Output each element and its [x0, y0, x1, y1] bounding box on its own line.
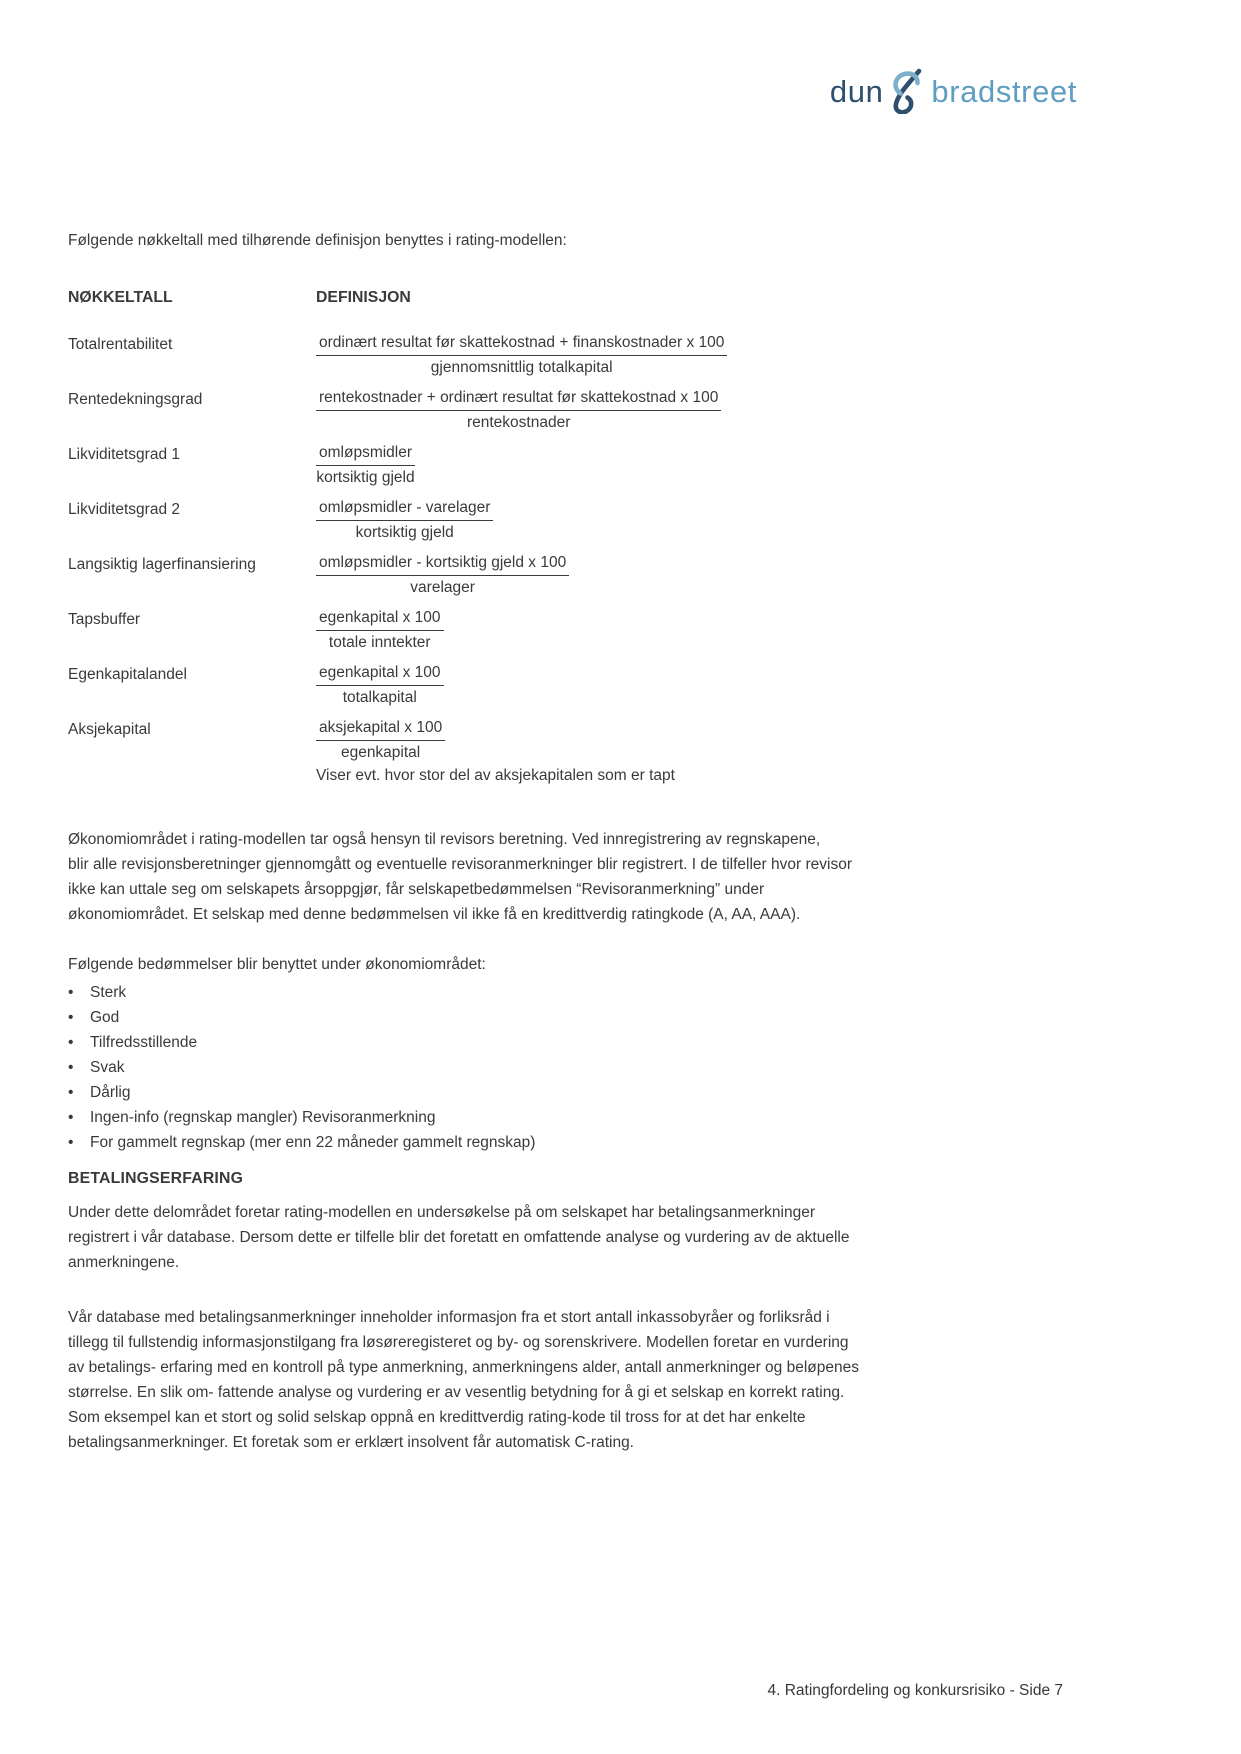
ratio-label: Aksjekapital [68, 721, 151, 738]
list-item [68, 1130, 535, 1155]
formula-fraction [316, 497, 493, 544]
formula-numerator: egenkapital x 100 [316, 662, 444, 686]
formula-denominator: rentekostnader [466, 414, 571, 431]
ampersand-icon [888, 68, 928, 114]
formula-denominator: kortsiktig gjeld [355, 524, 454, 541]
formula-denominator: kortsiktig gjeld [316, 469, 415, 486]
ratio-label: Langsiktig lagerfinansiering [68, 556, 256, 573]
bullet-icon: • [68, 1009, 74, 1026]
formula-fraction [316, 387, 721, 434]
paragraph-betalingserfaring-2 [68, 1305, 859, 1455]
list-item-label: Svak [90, 1059, 125, 1076]
ratio-definition [316, 442, 727, 489]
bedommelser-list-intro: Følgende bedømmelser blir benyttet under økonomiområdet: [68, 956, 486, 973]
bedommelser-list [68, 980, 535, 1155]
ratio-definition [316, 552, 727, 599]
paragraph-line: økonomiområdet. Et selskap med denne bedømmelsen vil ikke få en kredittverdig ratingkode (A, AA, AAA). [68, 906, 801, 923]
intro-text: Følgende nøkkeltall med tilhørende definisjon benyttes i rating-modellen: [68, 232, 567, 249]
formula-numerator: omløpsmidler - varelager [316, 497, 493, 521]
list-item [68, 980, 535, 1005]
ratio-definition [316, 662, 727, 709]
bullet-icon: • [68, 1084, 74, 1101]
paragraph-line: anmerkningene. [68, 1254, 180, 1271]
formula-denominator: totalkapital [342, 689, 417, 706]
formula-numerator: ordinært resultat før skattekostnad + finanskostnader x 100 [316, 332, 727, 356]
formula-fraction [316, 552, 569, 599]
list-item [68, 1005, 535, 1030]
section-heading-betalingserfaring: BETALINGSERFARING [68, 1170, 244, 1187]
bullet-icon: • [68, 984, 74, 1001]
ratio-definition [316, 497, 727, 544]
aksjekapital-note: Viser evt. hvor stor del av aksjekapitalen som er tapt [316, 767, 675, 784]
ratio-label: Tapsbuffer [68, 611, 141, 628]
list-item-label: God [90, 1009, 120, 1026]
paragraph-line: av betalings- erfaring med en kontroll på type anmerkning, anmerkningens alder, antall anmerkninger og beløpenes [68, 1359, 859, 1376]
list-item-label: For gammelt regnskap (mer enn 22 måneder gammelt regnskap) [90, 1134, 536, 1151]
formula-numerator: rentekostnader + ordinært resultat før skattekostnad x 100 [316, 387, 721, 411]
formula-numerator: omløpsmidler - kortsiktig gjeld x 100 [316, 552, 569, 576]
list-item [68, 1105, 535, 1130]
logo-text-bradstreet: bradstreet [931, 74, 1077, 109]
formula-denominator: gjennomsnittlig totalkapital [430, 359, 613, 376]
list-item-label: Dårlig [90, 1084, 131, 1101]
formula-numerator: aksjekapital x 100 [316, 717, 445, 741]
list-item [68, 1030, 535, 1055]
column-header-nokkeltall: NØKKELTALL [68, 289, 173, 306]
paragraph-okonomiomradet [68, 827, 852, 927]
formula-fraction [316, 717, 445, 764]
paragraph-line: ikke kan uttale seg om selskapets årsoppgjør, får selskapetbedømmelsen “Revisoranmerkning” under [68, 881, 765, 898]
ratio-definition [316, 332, 727, 379]
formula-fraction [316, 442, 415, 489]
ratio-definition [316, 607, 727, 654]
ratio-label: Rentedekningsgrad [68, 391, 203, 408]
paragraph-line: størrelse. En slik om- fattende analyse og vurdering er av vesentlig betydning for å gi et selskap en korrekt rating. [68, 1384, 845, 1401]
paragraph-line: Vår database med betalingsanmerkninger inneholder informasjon fra et stort antall inkassobyråer og forliksråd i [68, 1309, 830, 1326]
ratio-label: Egenkapitalandel [68, 666, 187, 683]
paragraph-line: tillegg til fullstendig informasjonstilgang fra løsøreregisteret og by- og sorenskrivere. Modellen foretar en vurdering [68, 1334, 849, 1351]
list-item-label: Sterk [90, 984, 127, 1001]
paragraph-line: betalingsanmerkninger. Et foretak som er erklært insolvent får automatisk C-rating. [68, 1434, 634, 1451]
list-item-label: Tilfredsstillende [90, 1034, 198, 1051]
formula-numerator: omløpsmidler [316, 442, 415, 466]
paragraph-line: Under dette delområdet foretar rating-modellen en undersøkelse på om selskapet har betalingsanmerkninger [68, 1204, 815, 1221]
ratio-label: Likviditetsgrad 1 [68, 446, 181, 463]
logo-text-dun: dun [829, 74, 884, 109]
paragraph-line: registrert i vår database. Dersom dette er tilfelle blir det foretatt en omfattende analyse og vurdering av de aktuelle [68, 1229, 850, 1246]
formula-denominator: totale inntekter [328, 634, 431, 651]
page-footer: 4. Ratingfordeling og konkursrisiko - Side 7 [767, 1682, 1063, 1699]
ratio-definition [316, 387, 727, 434]
bullet-icon: • [68, 1059, 74, 1076]
column-header-definisjon: DEFINISJON [316, 289, 411, 306]
ratio-label: Totalrentabilitet [68, 336, 173, 353]
formula-numerator: egenkapital x 100 [316, 607, 444, 631]
list-item [68, 1055, 535, 1080]
bullet-icon: • [68, 1134, 74, 1151]
dun-bradstreet-logo [830, 68, 1077, 116]
paragraph-line: Økonomiområdet i rating-modellen tar også hensyn til revisors beretning. Ved innregistrering av regnskapene, [68, 831, 821, 848]
bullet-icon: • [68, 1109, 74, 1126]
formula-fraction [316, 662, 444, 709]
formula-denominator: egenkapital [340, 744, 421, 761]
ratio-label: Likviditetsgrad 2 [68, 501, 181, 518]
list-item [68, 1080, 535, 1105]
list-item-label: Ingen-info (regnskap mangler) Revisoranmerkning [90, 1109, 436, 1126]
formula-fraction [316, 332, 727, 379]
paragraph-betalingserfaring-1 [68, 1200, 849, 1275]
paragraph-line: blir alle revisjonsberetninger gjennomgått og eventuelle revisoranmerkninger blir registrert. I de tilfeller hvor revisor [68, 856, 852, 873]
key-figures-table [68, 287, 727, 764]
paragraph-line: Som eksempel kan et stort og solid selskap oppnå en kredittverdig rating-kode til tross for at det har enkelte [68, 1409, 806, 1426]
bullet-icon: • [68, 1034, 74, 1051]
formula-fraction [316, 607, 444, 654]
ratio-definition [316, 717, 727, 764]
formula-denominator: varelager [410, 579, 475, 596]
